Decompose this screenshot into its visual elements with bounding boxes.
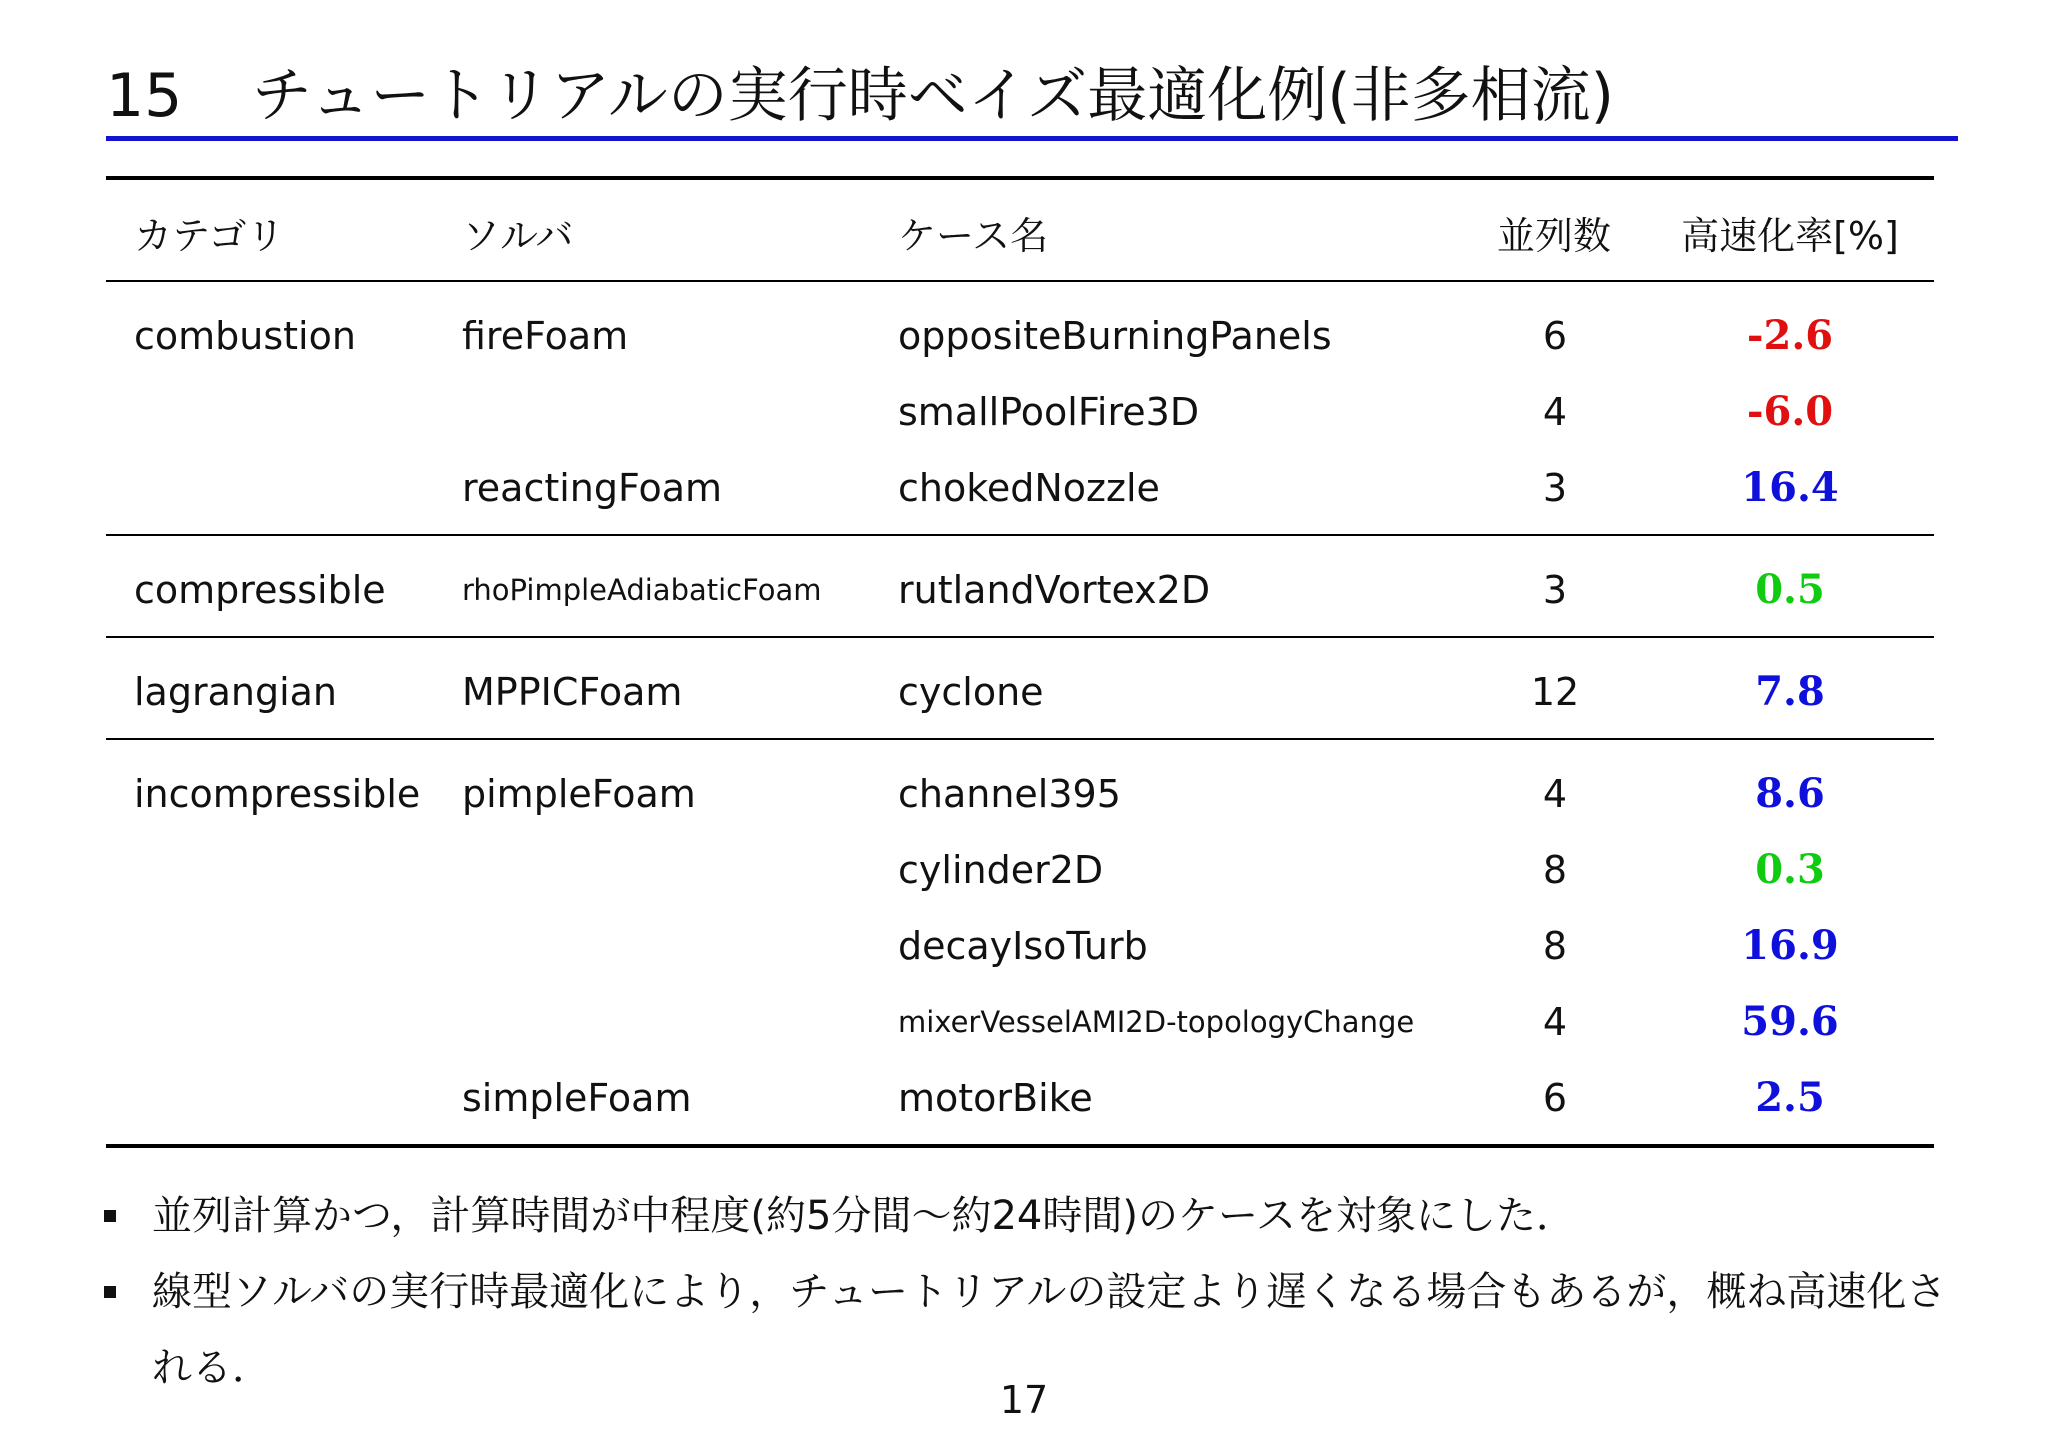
cell-category: combustion [134,314,356,358]
cell-case: smallPoolFire3D [898,390,1200,434]
cell-speedup: -2.6 [1746,312,1834,359]
cell-case: rutlandVortex2D [898,568,1211,612]
bullet-item [104,1178,1964,1254]
cell-category: lagrangian [134,670,338,714]
cell-parallel: 8 [1542,848,1568,892]
cell-speedup: 0.5 [1755,566,1825,613]
table-top-rule [106,176,1934,180]
cell-solver: pimpleFoam [462,772,696,816]
table-bottom-rule [106,1144,1934,1148]
table-group-rule [106,534,1934,536]
bullet-square-icon [104,1286,116,1298]
header-category: カテゴリ [134,214,285,258]
table-group-rule [106,738,1934,740]
header-solver: ソルバ [462,214,574,258]
cell-parallel: 6 [1542,314,1568,358]
cell-case: cylinder2D [898,848,1104,892]
bullet-text: 線型ソルバの実行時最適化により，チュートリアルの設定より遅くなる場合もあるが，概ね高速化される． [152,1269,1947,1391]
cell-parallel: 6 [1542,1076,1568,1120]
cell-case: oppositeBurningPanels [898,314,1332,358]
cell-solver: simpleFoam [462,1076,692,1120]
slide-number: 15 [106,61,183,131]
cell-parallel: 4 [1542,1000,1568,1044]
cell-case: channel395 [898,772,1121,816]
cell-speedup: 8.6 [1755,770,1825,817]
table-group-rule [106,636,1934,638]
cell-speedup: -6.0 [1746,388,1834,435]
cell-solver: rhoPimpleAdiabaticFoam [462,573,822,607]
cell-case: chokedNozzle [898,466,1160,510]
cell-speedup: 16.4 [1741,464,1839,511]
cell-solver: reactingFoam [462,466,723,510]
bullet-square-icon [104,1210,116,1222]
cell-parallel: 8 [1542,924,1568,968]
table-header-rule [106,280,1934,282]
slide-title [106,52,1956,140]
cell-parallel: 4 [1542,772,1568,816]
cell-case: mixerVesselAMI2D-topologyChange [898,1005,1415,1039]
cell-speedup: 0.3 [1755,846,1825,893]
cell-case: decayIsoTurb [898,924,1148,968]
cell-speedup: 7.8 [1755,668,1825,715]
page-number: 17 [999,1378,1049,1422]
title-underline [106,136,1958,141]
header-speedup: 高速化率[%] [1681,214,1899,258]
bullet-text: 並列計算かつ，計算時間が中程度(約5分間〜約24時間)のケースを対象にした． [152,1193,1576,1239]
cell-category: compressible [134,568,386,612]
cell-parallel: 3 [1542,568,1568,612]
cell-case: motorBike [898,1076,1093,1120]
cell-parallel: 12 [1530,670,1580,714]
cell-speedup: 2.5 [1755,1074,1825,1121]
slide-title-text: チュートリアルの実行時ベイズ最適化例(非多相流) [252,61,1615,131]
cell-speedup: 16.9 [1741,922,1839,969]
cell-parallel: 3 [1542,466,1568,510]
header-case: ケース名 [898,214,1049,258]
cell-solver: MPPICFoam [462,670,683,714]
cell-speedup: 59.6 [1741,998,1839,1045]
cell-parallel: 4 [1542,390,1568,434]
cell-solver: fireFoam [462,314,629,358]
header-parallel: 並列数 [1496,214,1611,258]
cell-case: cyclone [898,670,1044,714]
cell-category: incompressible [134,772,421,816]
